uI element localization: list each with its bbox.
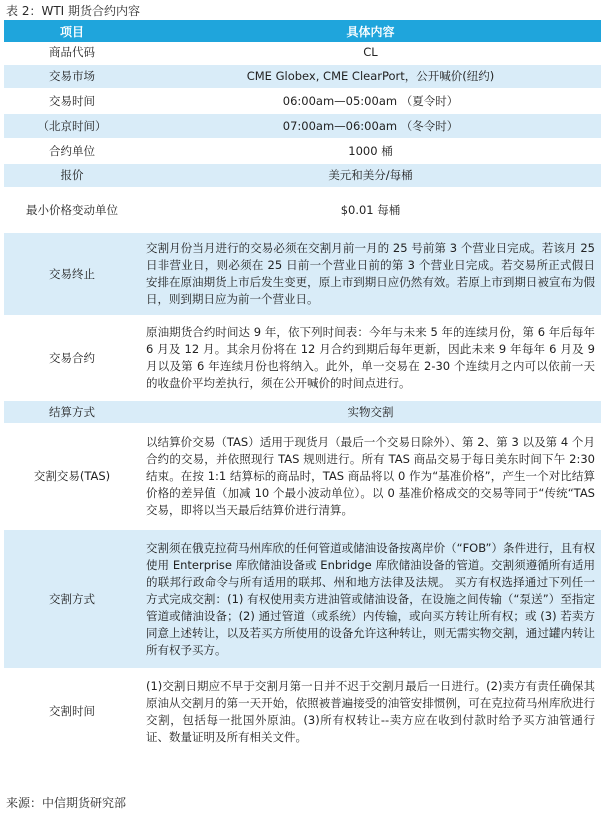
row-label: 报价 [4, 163, 140, 188]
row-value: $0.01 每桶 [140, 188, 601, 232]
row-value: CL [140, 42, 601, 64]
table-row [4, 232, 601, 316]
table-row [4, 400, 601, 424]
row-label: 交割交易(TAS) [4, 424, 140, 529]
row-value: 1000 桶 [140, 139, 601, 163]
row-value: 06:00am—05:00am （夏令时） [140, 89, 601, 113]
row-value: 07:00am—06:00am （冬令时） [140, 113, 601, 139]
table-row [4, 529, 601, 669]
row-label: 交割时间 [4, 669, 140, 754]
table-row [4, 42, 601, 64]
header-item: 项目 [4, 20, 140, 42]
row-value: 交割月份当月进行的交易必须在交割月前一月的 25 号前第 3 个营业日完成。若该月 25 日非营业日，则必须在 25 日前一个营业日前的第 3 个营业日完成。若交易所正式假日安排在原油期货上市后发生变更，原上市到期日应仍然有效。若原上市到期日被宣布为假日，则到期日应为前一个营业日。 [140, 232, 601, 316]
table-row [4, 139, 601, 163]
row-value: CME Globex, CME ClearPort，公开喊价(纽约) [140, 64, 601, 89]
table-row [4, 163, 601, 188]
table-row [4, 64, 601, 89]
row-label: 最小价格变动单位 [4, 188, 140, 232]
row-label: 交易市场 [4, 64, 140, 89]
table-row [4, 424, 601, 529]
row-label: （北京时间） [4, 113, 140, 139]
table-row [4, 669, 601, 754]
row-label: 合约单位 [4, 139, 140, 163]
row-label: 交易终止 [4, 232, 140, 316]
row-label: 结算方式 [4, 400, 140, 424]
table-header-row [4, 20, 601, 42]
row-label: 交易时间 [4, 89, 140, 113]
row-value: 交割须在俄克拉荷马州库欣的任何管道或储油设备按离岸价（“FOB”）条件进行，且有权使用 Enterprise 库欣储油设备或 Enbridge 库欣储油设备的管道。交割须遵循所有适用的联邦行政命令与所有适用的联邦、州和地方法律及法规。 买方有权选择通过下列任一方式完成交割：(1) 有权使用卖方进油管或储油设备，在设施之间传输（“泵送”）至指定管道或储油设备；(2) 通过管道（或系统）内传输，或向买方转让所有权；或 (3) 若卖方同意上述转让，以及若买方所使用的设备允许这种转让，则无需实物交割，通过罐内转让所有权予买方。 [140, 529, 601, 669]
contract-table [4, 20, 601, 755]
row-label: 交易合约 [4, 316, 140, 400]
header-content: 具体内容 [140, 20, 601, 42]
source-note: 来源：中信期货研究部 [6, 796, 127, 810]
row-value: (1)交割日期应不早于交割月第一日并不迟于交割月最后一日进行。(2)卖方有责任确保其原油从交割月的第一天开始，依照被普遍接受的油管安排惯例，可在克拉荷马州库欣进行交割，包括每一批国外原油。(3)所有权转让--卖方应在收到付款时给予买方油管通行证、数量证明及所有相关文件。 [140, 669, 601, 754]
table-row [4, 316, 601, 400]
row-label: 交割方式 [4, 529, 140, 669]
table-caption: 表 2：WTI 期货合约内容 [6, 4, 140, 18]
table-row [4, 188, 601, 232]
row-value: 以结算价交易（TAS）适用于现货月（最后一个交易日除外）、第 2、第 3 以及第 4 个月合约的交易，并依照现行 TAS 规则进行。所有 TAS 商品交易于每日美东时间下午 2:30 结束。在按 1:1 结算标的商品时，TAS 商品将以 0 作为“基准价格”，产生一个对比结算价格的差异值（加减 10 个最小波动单位）。以 0 基准价格成交的交易等同于“传统“TAS 交易，即将以当天最后结算价进行清算。 [140, 424, 601, 529]
row-value: 实物交割 [140, 400, 601, 424]
table-row [4, 113, 601, 139]
row-value: 原油期货合约时间达 9 年，依下列时间表：今年与未来 5 年的连续月份，第 6 年后每年 6 月及 12 月。其余月份将在 12 月合约到期后每年更新，因此未来 9 年每年 6 月及 9 月以及第 6 年连续月份也将纳入。此外，单一交易在 2-30 个连续月之内可以依前一天的收盘价平均差执行，须在公开喊价的时间点进行。 [140, 316, 601, 400]
row-value: 美元和美分/每桶 [140, 163, 601, 188]
row-label: 商品代码 [4, 42, 140, 64]
table-row [4, 89, 601, 113]
